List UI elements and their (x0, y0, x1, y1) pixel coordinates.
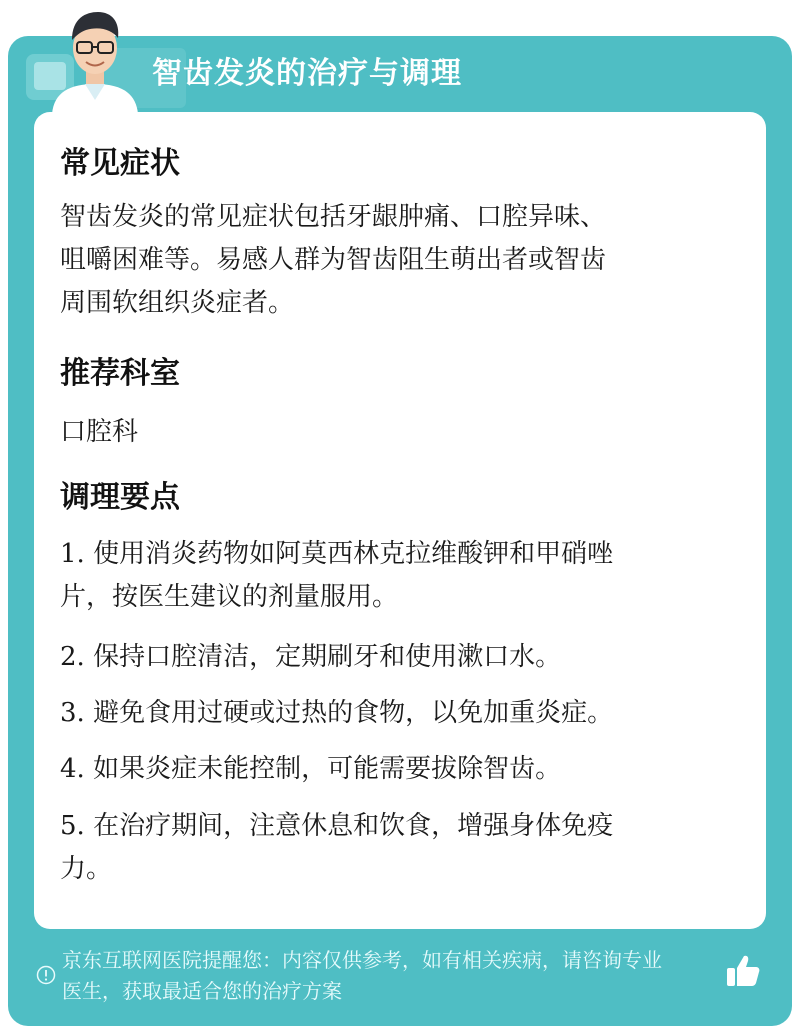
symptoms-line: 咀嚼困难等。易感人群为智齿阻生萌出者或智齿 (60, 245, 607, 275)
care-item-text: 保持口腔清洁，定期刷牙和使用漱口水。 (93, 642, 562, 672)
care-item-number: 4. (60, 754, 85, 784)
page-title: 智齿发炎的治疗与调理 (152, 56, 462, 91)
care-item-text: 如果炎症未能控制，可能需要拔除智齿。 (93, 754, 562, 784)
care-item-number: 2. (60, 642, 85, 672)
department-heading: 推荐科室 (60, 356, 180, 391)
info-icon (36, 965, 56, 985)
care-item (60, 805, 740, 891)
care-item (60, 533, 740, 619)
care-item-text: 力。 (60, 854, 113, 884)
disclaimer-line: 医生，获取最适合您的治疗方案 (62, 979, 342, 1003)
care-item-text: 避免食用过硬或过热的食物，以免加重炎症。 (93, 698, 614, 728)
care-item-number: 5. (60, 811, 85, 841)
thumbs-up-icon[interactable] (724, 952, 762, 990)
care-item (60, 692, 740, 735)
care-item-number: 3. (60, 698, 85, 728)
care-heading: 调理要点 (60, 480, 180, 515)
symptoms-text (60, 196, 740, 325)
disclaimer-text (62, 945, 732, 1007)
disclaimer-line: 京东互联网医院提醒您：内容仅供参考，如有相关疾病，请咨询专业 (62, 948, 662, 972)
symptoms-line: 周围软组织炎症者。 (60, 288, 295, 318)
care-item (60, 636, 740, 679)
care-item-number: 1. (60, 539, 85, 569)
care-item-text: 使用消炎药物如阿莫西林克拉维酸钾和甲硝唑 (93, 539, 614, 569)
doctor-avatar-icon (40, 4, 150, 114)
symptoms-heading: 常见症状 (60, 146, 180, 181)
department-text: 口腔科 (60, 417, 139, 447)
symptoms-line: 智齿发炎的常见症状包括牙龈肿痛、口腔异味、 (60, 202, 607, 232)
care-item-text: 在治疗期间，注意休息和饮食，增强身体免疫 (93, 811, 614, 841)
care-item-text: 片，按医生建议的剂量服用。 (60, 582, 399, 612)
care-item (60, 748, 740, 791)
